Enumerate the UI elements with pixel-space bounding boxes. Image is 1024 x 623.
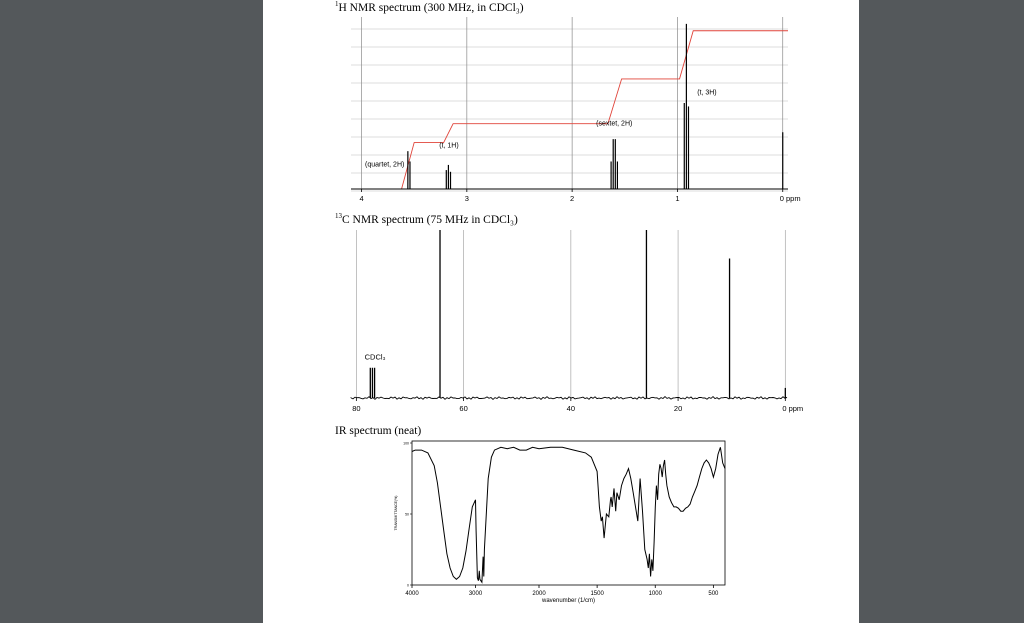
c-nmr-title-text: C NMR spectrum (75 MHz in CDCl₃) [342, 213, 518, 226]
h-nmr-chart [348, 12, 801, 207]
x-tick-label: 40 [566, 404, 576, 413]
x-tick-label: 60 [459, 404, 468, 413]
x-tick-label: 0 ppm [782, 404, 804, 413]
x-tick-label: 3 [464, 194, 469, 203]
x-tick-label: 0 ppm [779, 194, 801, 203]
ir-trace [412, 447, 725, 582]
ir-title: IR spectrum (neat) [335, 425, 422, 437]
peak-annotation: (t, 1H) [439, 142, 459, 150]
x-tick-label: 1 [675, 194, 680, 203]
x-tick-label: 4 [359, 194, 364, 203]
baseline-noise [351, 397, 787, 400]
peak-annotation: (sextet, 2H) [596, 120, 633, 128]
y-tick-label: 50 [405, 512, 409, 517]
x-tick-label: 2000 [532, 591, 546, 597]
x-axis-label: wavenumber (1/cm) [541, 598, 596, 604]
x-tick-label: 500 [708, 591, 719, 597]
x-tick-label: 4000 [405, 591, 419, 597]
y-tick-label: 100 [403, 441, 409, 446]
x-tick-label: 1000 [648, 591, 662, 597]
c-nmr-title [335, 212, 518, 226]
h-nmr-title-text: H NMR spectrum (300 MHz, in CDCl₃) [338, 1, 524, 14]
peak-annotation: CDCl₃ [364, 352, 386, 362]
x-tick-label: 20 [673, 404, 683, 413]
c-nmr-title-superscript: 13 [335, 212, 342, 220]
c-nmr-chart [348, 225, 804, 420]
h-nmr-title-superscript: 1 [335, 0, 339, 8]
y-tick-label: 0 [407, 583, 409, 588]
peak-annotation: (t, 3H) [697, 89, 717, 97]
x-tick-label: 80 [352, 404, 361, 413]
ir-chart [388, 437, 733, 609]
document-page [263, 0, 859, 623]
y-axis-label: TRANSMITTANCE(%) [394, 495, 398, 531]
x-tick-label: 2 [570, 194, 575, 203]
peak-annotation: (quartet, 2H) [365, 161, 405, 169]
x-tick-label: 3000 [468, 591, 483, 597]
integral-curve [351, 31, 788, 189]
x-tick-label: 1500 [590, 591, 604, 597]
plot-frame [412, 441, 725, 585]
